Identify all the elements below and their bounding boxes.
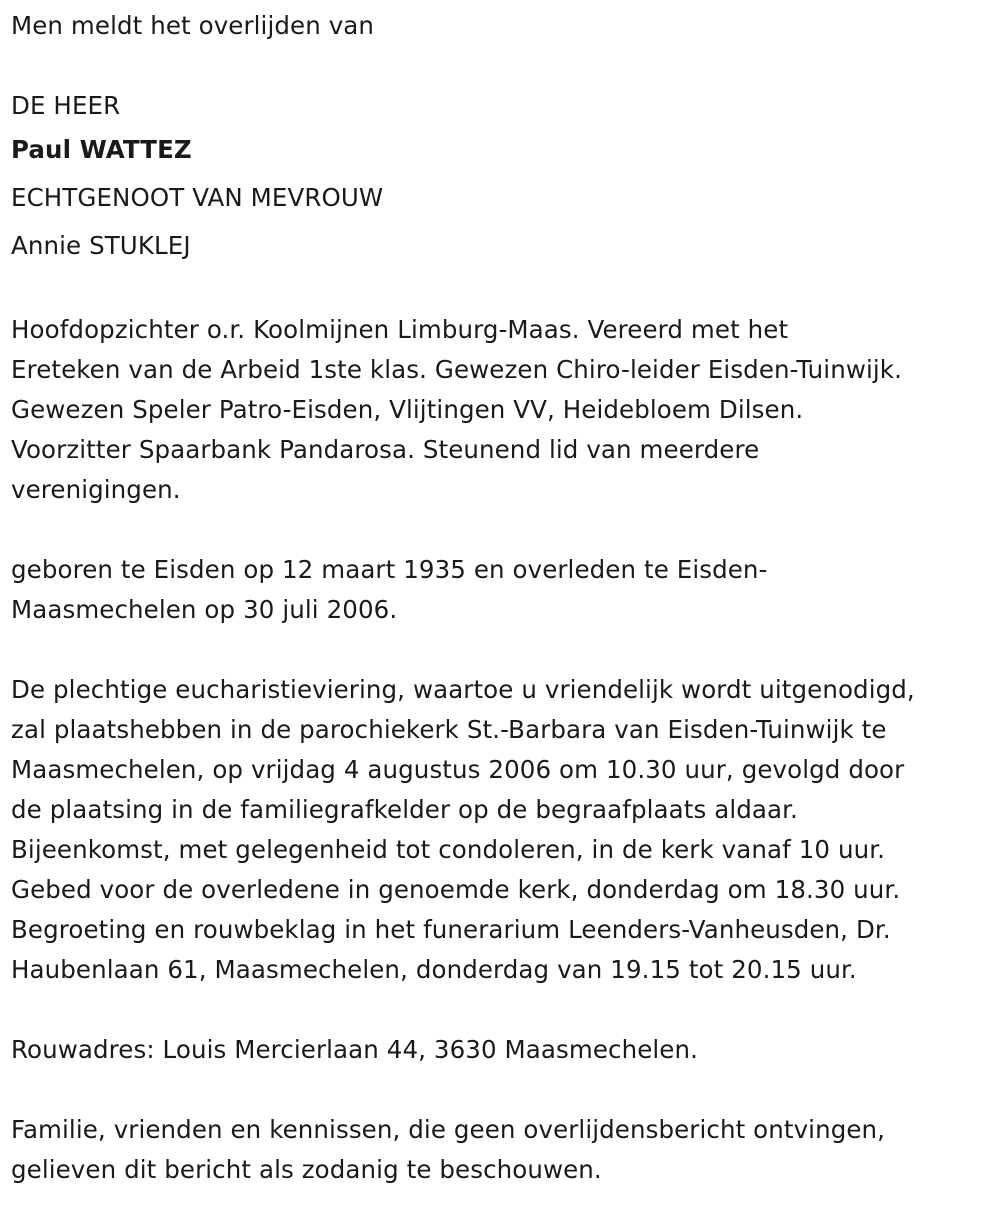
biography-paragraph [11,310,991,510]
death-notice [11,6,991,1190]
ceremony-line: Bijeenkomst, met gelegenheid tot condoleren, in de kerk vanaf 10 uur. [11,835,886,864]
title-line: DE HEER [11,91,121,120]
biography-line: Ereteken van de Arbeid 1ste klas. Gewezen Chiro-leider Eisden-Tuinwijk. [11,355,902,384]
biography-line: Gewezen Speler Patro-Eisden, Vlijtingen VV, Heidebloem Dilsen. [11,395,804,424]
ceremony-line: Haubenlaan 61, Maasmechelen, donderdag van 19.15 tot 20.15 uur. [11,955,857,984]
birth-death-paragraph [11,550,991,630]
biography-line: verenigingen. [11,475,181,504]
ceremony-paragraph [11,670,991,990]
biography-line: Hoofdopzichter o.r. Koolmijnen Limburg-Maas. Vereerd met het [11,315,789,344]
spacer [11,990,991,1030]
closing-line: Familie, vrienden en kennissen, die geen overlijdensbericht ontvingen, [11,1115,886,1144]
spacer [11,46,991,86]
ceremony-line: de plaatsing in de familiegrafkelder op de begraafplaats aldaar. [11,795,798,824]
ceremony-line: zal plaatshebben in de parochiekerk St.-Barbara van Eisden-Tuinwijk te [11,715,887,744]
biography-line: Voorzitter Spaarbank Pandarosa. Steunend lid van meerdere [11,435,760,464]
birth-death-line: geboren te Eisden op 12 maart 1935 en overleden te Eisden- [11,555,768,584]
ceremony-line: Gebed voor de overledene in genoemde kerk, donderdag om 18.30 uur. [11,875,901,904]
ceremony-line: Maasmechelen, op vrijdag 4 augustus 2006 om 10.30 uur, gevolgd door [11,755,905,784]
deceased-name: Paul WATTEZ [11,135,192,164]
closing-paragraph [11,1110,991,1190]
ceremony-line: Begroeting en rouwbeklag in het funerarium Leenders-Vanheusden, Dr. [11,915,891,944]
birth-death-line: Maasmechelen op 30 juli 2006. [11,595,398,624]
spacer [11,510,991,550]
spacer [11,1070,991,1110]
intro-line: Men meldt het overlijden van [11,11,375,40]
spouse-line: ECHTGENOOT VAN MEVROUW [11,183,384,212]
closing-line: gelieven dit bericht als zodanig te beschouwen. [11,1155,602,1184]
mourning-address: Rouwadres: Louis Mercierlaan 44, 3630 Maasmechelen. [11,1035,698,1064]
spacer [11,630,991,670]
spouse-name: Annie STUKLEJ [11,231,191,260]
spacer [11,270,991,310]
ceremony-line: De plechtige eucharistieviering, waartoe u vriendelijk wordt uitgenodigd, [11,675,915,704]
